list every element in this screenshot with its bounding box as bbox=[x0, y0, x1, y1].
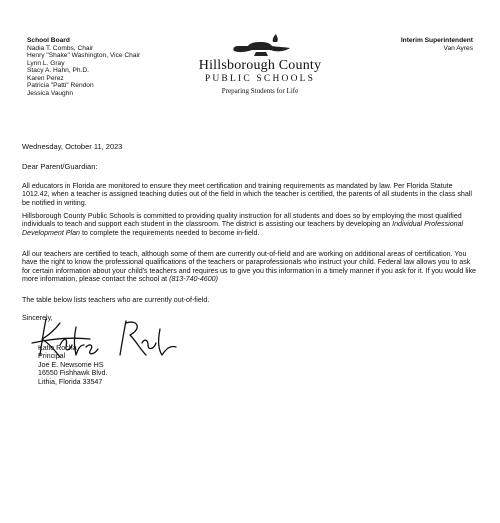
district-subtitle: PUBLIC SCHOOLS bbox=[204, 74, 316, 84]
letter-closing: Sincerely, bbox=[22, 314, 53, 322]
board-member: Henry "Shake" Washington, Vice Chair bbox=[27, 52, 141, 59]
board-member: Nadia T. Combs, Chair bbox=[27, 44, 94, 52]
district-name: Hillsborough County bbox=[198, 58, 322, 73]
school-board-heading: School Board bbox=[27, 37, 70, 44]
letter-date: Wednesday, October 11, 2023 bbox=[22, 142, 123, 151]
plan-name: Individual Professional Development Plan bbox=[22, 220, 464, 237]
letter-salutation: Dear Parent/Guardian: bbox=[22, 162, 98, 171]
paragraph-rights bbox=[22, 250, 477, 283]
signer-name: Katie Rocha bbox=[38, 344, 77, 352]
lamp-of-learning-icon bbox=[226, 34, 296, 58]
superintendent-name: Van Ayres bbox=[443, 44, 473, 52]
signer-title: Principal bbox=[38, 352, 66, 361]
superintendent-heading: Interim Superintendent bbox=[400, 37, 473, 44]
board-member: Jessica Vaughn bbox=[27, 89, 74, 97]
school-name: Joe E. Newsome HS bbox=[38, 360, 104, 369]
paragraph-text: All our teachers are certified to teach, although some of them are currently out-of-field and are working on additional areas of certification. You have the right to know the professional qualifications of the teachers or paraprofessionals who instruct your child. Federal law allows you to ask for certain information about your child's teachers and requires us to give you this information in a timely manner if you ask for it. If you would like more information, please contact the school at bbox=[22, 250, 476, 283]
board-member: Karen Perez bbox=[27, 74, 64, 82]
signature-block bbox=[38, 344, 107, 386]
school-address-line2: Lithia, Florida 33547 bbox=[38, 377, 103, 386]
paragraph-text: Hillsborough County Public Schools is committed to providing quality instruction for all students and does so by employing the most qualified individuals to teach and support each student in the classroom. The district is assisting our teachers by developing an bbox=[22, 212, 462, 229]
school-phone: (813-740-4600) bbox=[169, 274, 218, 283]
superintendent-block bbox=[401, 37, 473, 52]
paragraph-commitment bbox=[22, 212, 477, 237]
school-address-line1: 16550 Fishhawk Blvd. bbox=[38, 369, 108, 378]
paragraph-table-intro: The table below lists teachers who are currently out-of-field. bbox=[22, 296, 210, 304]
board-member: Stacy A. Hahn, Ph.D. bbox=[27, 67, 89, 74]
school-board-list bbox=[27, 37, 140, 97]
paragraph-certification: All educators in Florida are monitored to ensure they meet certification and training requirements as mandated by law. Per Florida Statute 1012.42, when a teacher is assigned teaching duties out of the field in which the teacher is certified, the parents of all students in the class shall be notified in writing. bbox=[22, 182, 472, 207]
district-logo bbox=[180, 34, 340, 100]
board-member: Patricia "Patti" Rendon bbox=[27, 82, 94, 89]
board-member: Lynn L. Gray bbox=[27, 59, 65, 67]
district-tagline: Preparing Students for Life bbox=[221, 87, 299, 95]
paragraph-text: to complete the requirements needed to become in-field. bbox=[79, 228, 260, 237]
